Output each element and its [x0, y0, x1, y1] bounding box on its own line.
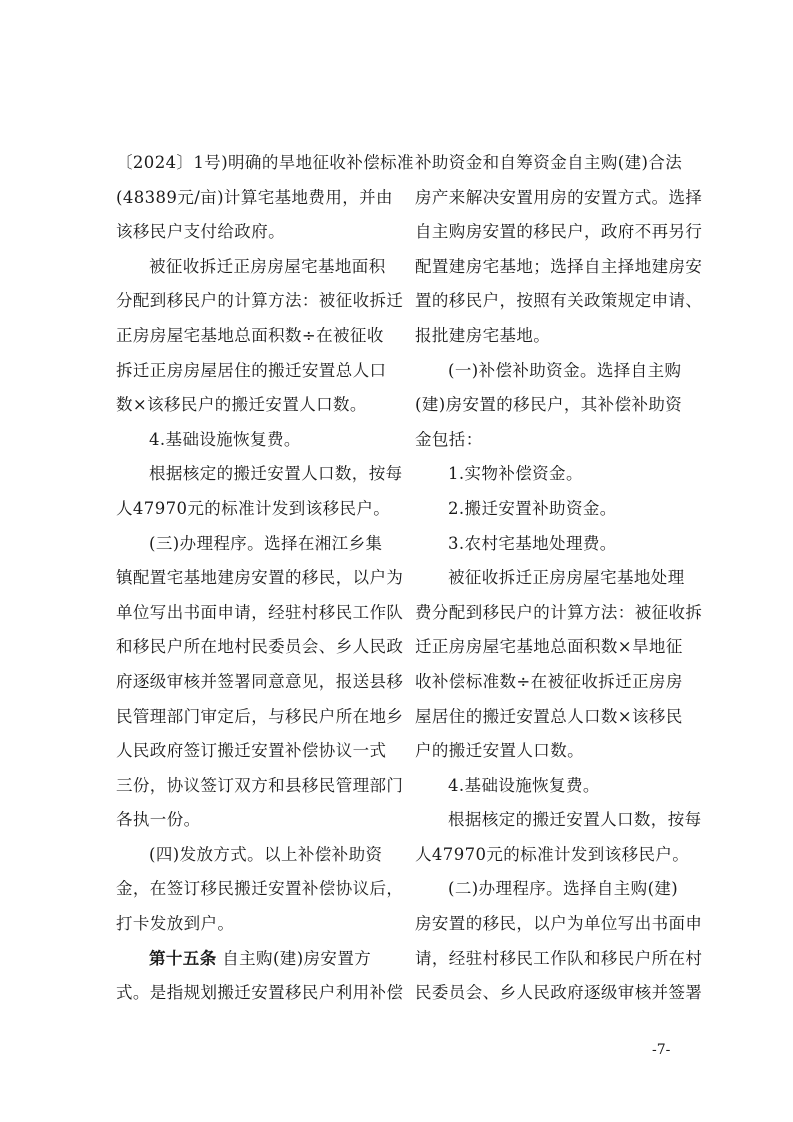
- line-text: 拆迁正房房屋居住的搬迁安置总人口: [116, 360, 387, 380]
- line-text: 金，在签订移民搬迁安置补偿协议后，: [116, 879, 404, 899]
- text-line: [116, 215, 392, 250]
- left-column: [116, 146, 414, 1011]
- text-line: [116, 942, 392, 977]
- text-line: [415, 665, 691, 700]
- text-line: [116, 700, 404, 735]
- text-line: [415, 700, 691, 735]
- text-line: [415, 146, 691, 181]
- page-number: -7-: [652, 1042, 671, 1058]
- line-text: 民委员会、乡人民政府逐级审核并签署: [415, 983, 703, 1003]
- text-line: [116, 284, 404, 319]
- line-text: 根据核定的搬迁安置人口数，按每: [149, 464, 403, 484]
- text-line: [116, 665, 404, 700]
- line-text: 配置建房宅基地；选择自主择地建房安: [415, 256, 703, 276]
- line-text: (建)房安置的移民户，其补偿补助资: [415, 395, 683, 415]
- line-text: (二)办理程序。选择自主购(建): [448, 879, 679, 899]
- text-line: [116, 181, 392, 216]
- article-heading: 第十五条: [149, 948, 217, 968]
- text-line: [116, 388, 392, 423]
- right-column: [415, 146, 703, 1011]
- text-line: [415, 250, 703, 285]
- line-text: 镇配置宅基地建房安置的移民，以户为: [116, 568, 404, 588]
- text-line: [116, 423, 392, 458]
- line-text: 民管理部门审定后，与移民户所在地乡: [116, 706, 404, 726]
- text-line: [415, 907, 703, 942]
- text-line: [415, 734, 691, 769]
- line-text: 分配到移民户的计算方法：被征收拆迁: [116, 291, 404, 311]
- text-line: [415, 388, 691, 423]
- line-text: 2.搬迁安置补助资金。: [448, 498, 617, 518]
- line-text: 1.实物补偿资金。: [448, 464, 583, 484]
- text-line: [116, 769, 404, 804]
- text-line: [415, 769, 691, 804]
- text-line: [415, 561, 691, 596]
- line-text: 〔2024〕1号)明确的旱地征收补偿标准: [116, 153, 414, 172]
- line-text: 该移民户支付给政府。: [116, 222, 285, 242]
- line-text: 正房房屋宅基地总面积数÷在被征收: [116, 325, 384, 345]
- line-text: 补助资金和自筹资金自主购(建)合法: [415, 153, 683, 172]
- text-line: [116, 872, 404, 907]
- text-line: [116, 838, 392, 873]
- text-line: [116, 146, 414, 181]
- line-text: 被征收拆迁正房房屋宅基地处理: [448, 568, 685, 588]
- line-text: 自主购房安置的移民户，政府不再另行: [415, 222, 703, 242]
- line-text: 根据核定的搬迁安置人口数，按每: [448, 810, 702, 830]
- text-line: [116, 976, 404, 1011]
- text-line: [415, 354, 691, 389]
- line-text: 自主购(建)房安置方: [216, 948, 372, 968]
- text-line: [415, 492, 691, 527]
- line-text: 4.基础设施恢复费。: [149, 429, 301, 449]
- line-text: 金包括：: [415, 429, 483, 449]
- text-line: [415, 423, 691, 458]
- line-text: 房产来解决安置用房的安置方式。选择: [415, 187, 703, 207]
- line-text: 费分配到移民户的计算方法：被征收拆: [415, 602, 703, 622]
- line-text: 和移民户所在地村民委员会、乡人民政: [116, 637, 404, 657]
- text-line: [116, 734, 392, 769]
- line-text: 打卡发放到户。: [116, 914, 235, 934]
- text-line: [116, 492, 392, 527]
- line-text: 人47970元的标准计发到该移民户。: [116, 498, 391, 518]
- text-line: [116, 907, 392, 942]
- text-line: [116, 457, 403, 492]
- text-line: [116, 561, 404, 596]
- text-line: [116, 250, 392, 285]
- text-line: [415, 284, 703, 319]
- text-line: [116, 630, 404, 665]
- text-line: [415, 215, 703, 250]
- text-line: [415, 942, 703, 977]
- text-line: [116, 596, 404, 631]
- text-line: [116, 803, 392, 838]
- text-line: [415, 838, 691, 873]
- line-text: 数×该移民户的搬迁安置人口数。: [116, 395, 367, 415]
- text-line: [415, 630, 691, 665]
- text-line: [116, 354, 392, 389]
- line-text: 人民政府签订搬迁安置补偿协议一式: [116, 741, 387, 761]
- text-line: [116, 319, 392, 354]
- line-text: 三份，协议签订双方和县移民管理部门: [116, 775, 404, 795]
- line-text: (四)发放方式。以上补偿补助资: [149, 844, 383, 864]
- line-text: (48389元/亩)计算宅基地费用，并由: [116, 187, 393, 207]
- text-line: [415, 872, 691, 907]
- line-text: 请，经驻村移民工作队和移民户所在村: [415, 948, 703, 968]
- line-text: 3.农村宅基地处理费。: [448, 533, 617, 553]
- line-text: 被征收拆迁正房房屋宅基地面积: [149, 256, 386, 276]
- line-text: 4.基础设施恢复费。: [448, 775, 600, 795]
- line-text: 户的搬迁安置人口数。: [415, 741, 584, 761]
- text-line: [415, 596, 703, 631]
- line-text: 各执一份。: [116, 810, 201, 830]
- line-text: (一)补偿补助资金。选择自主购: [448, 360, 682, 380]
- line-text: 置的移民户，按照有关政策规定申请、: [415, 291, 703, 311]
- line-text: 收补偿标准数÷在被征收拆迁正房房: [415, 671, 683, 691]
- text-line: [415, 803, 702, 838]
- text-line: [116, 527, 392, 562]
- line-text: 房安置的移民，以户为单位写出书面申: [415, 914, 703, 934]
- text-line: [415, 457, 691, 492]
- line-text: 单位写出书面申请，经驻村移民工作队: [116, 602, 404, 622]
- line-text: 式。是指规划搬迁安置移民户利用补偿: [116, 983, 404, 1003]
- line-text: 迁正房房屋宅基地总面积数×旱地征: [415, 637, 683, 657]
- line-text: 报批建房宅基地。: [415, 325, 551, 345]
- line-text: 屋居住的搬迁安置总人口数×该移民: [415, 706, 683, 726]
- line-text: 府逐级审核并签署同意意见，报送县移: [116, 671, 404, 691]
- text-line: [415, 976, 703, 1011]
- line-text: (三)办理程序。选择在湘江乡集: [149, 533, 383, 553]
- text-line: [415, 181, 703, 216]
- text-line: [415, 319, 691, 354]
- line-text: 人47970元的标准计发到该移民户。: [415, 844, 690, 864]
- text-line: [415, 527, 691, 562]
